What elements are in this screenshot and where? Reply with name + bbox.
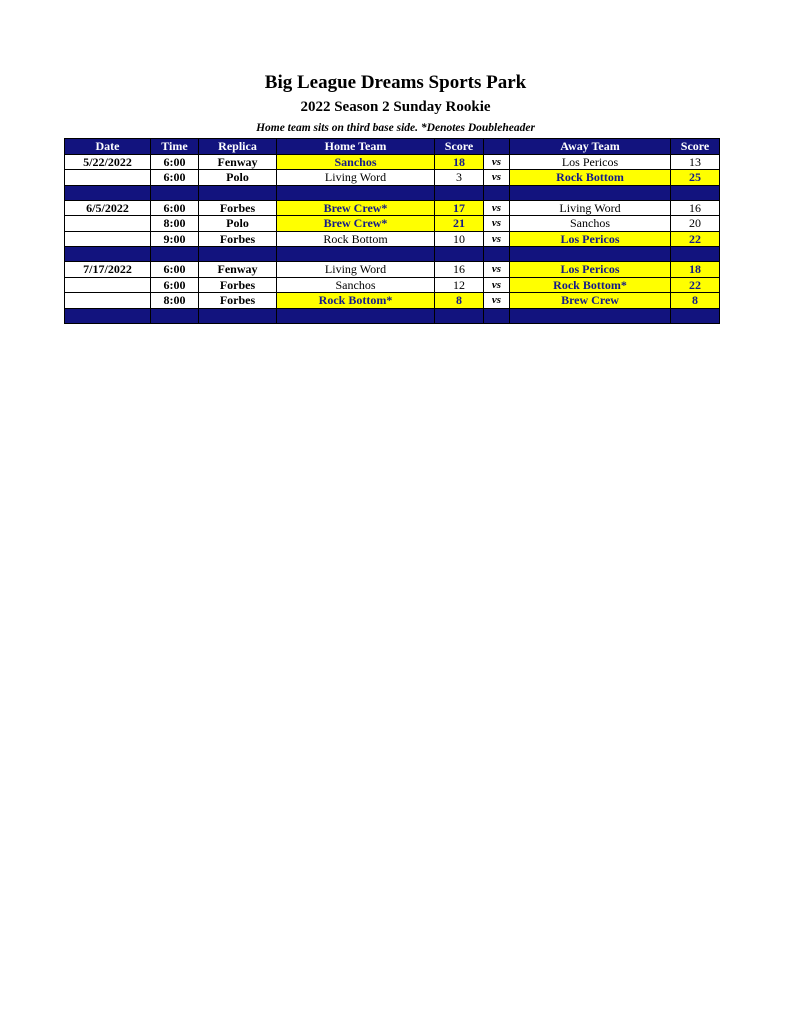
away-score: 8: [671, 293, 720, 309]
home-score: 8: [435, 293, 484, 309]
separator-cell: [510, 185, 671, 200]
table-header-row: [65, 139, 720, 155]
column-header-away-score: Score: [671, 139, 720, 155]
schedule-table: [64, 138, 720, 324]
vs-label: vs: [484, 170, 510, 186]
away-team: Sanchos: [510, 216, 671, 232]
table-row: [65, 154, 720, 170]
away-score: 13: [671, 154, 720, 170]
away-team: Los Pericos: [510, 262, 671, 278]
home-score: 17: [435, 200, 484, 216]
game-time: 8:00: [151, 293, 199, 309]
separator-cell: [151, 247, 199, 262]
separator-cell: [435, 247, 484, 262]
column-header-vs: [484, 139, 510, 155]
home-team: Rock Bottom*: [277, 293, 435, 309]
away-team: Living Word: [510, 200, 671, 216]
separator-cell: [484, 185, 510, 200]
page-title: Big League Dreams Sports Park: [264, 72, 527, 93]
separator-cell: [277, 308, 435, 323]
column-header-replica: Replica: [199, 139, 277, 155]
game-date: [65, 216, 151, 232]
away-score: 20: [671, 216, 720, 232]
vs-label: vs: [484, 262, 510, 278]
game-time: 6:00: [151, 200, 199, 216]
separator-cell: [510, 247, 671, 262]
separator-cell: [277, 247, 435, 262]
game-field: Polo: [199, 216, 277, 232]
away-score: 25: [671, 170, 720, 186]
home-score: 21: [435, 216, 484, 232]
away-team: Rock Bottom*: [510, 277, 671, 293]
game-date: 5/22/2022: [65, 154, 151, 170]
separator-cell: [151, 185, 199, 200]
separator-cell: [199, 185, 277, 200]
vs-label: vs: [484, 154, 510, 170]
separator-cell: [199, 247, 277, 262]
separator-cell: [65, 247, 151, 262]
table-row: [65, 200, 720, 216]
separator-cell: [435, 308, 484, 323]
game-field: Fenway: [199, 262, 277, 278]
vs-label: vs: [484, 277, 510, 293]
table-row: [65, 170, 720, 186]
game-date: [65, 293, 151, 309]
group-separator-row: [65, 308, 720, 323]
game-field: Forbes: [199, 293, 277, 309]
game-field: Forbes: [199, 200, 277, 216]
schedule-note: Home team sits on third base side. *Denotes Doubleheader: [256, 122, 535, 134]
separator-cell: [435, 185, 484, 200]
away-team: Los Pericos: [510, 154, 671, 170]
separator-cell: [484, 247, 510, 262]
game-time: 6:00: [151, 170, 199, 186]
column-header-away-team: Away Team: [510, 139, 671, 155]
game-time: 6:00: [151, 277, 199, 293]
game-time: 8:00: [151, 216, 199, 232]
game-date: [65, 170, 151, 186]
separator-cell: [199, 308, 277, 323]
away-score: 22: [671, 231, 720, 247]
separator-cell: [277, 185, 435, 200]
separator-cell: [671, 308, 720, 323]
separator-cell: [671, 185, 720, 200]
separator-cell: [484, 308, 510, 323]
away-team: Brew Crew: [510, 293, 671, 309]
game-date: 7/17/2022: [65, 262, 151, 278]
schedule-body: [65, 154, 720, 323]
group-separator-row: [65, 247, 720, 262]
separator-cell: [510, 308, 671, 323]
home-score: 10: [435, 231, 484, 247]
home-team: Sanchos: [277, 277, 435, 293]
home-score: 3: [435, 170, 484, 186]
separator-cell: [65, 185, 151, 200]
away-score: 18: [671, 262, 720, 278]
group-separator-row: [65, 185, 720, 200]
page-subtitle: 2022 Season 2 Sunday Rookie: [300, 99, 491, 115]
away-score: 16: [671, 200, 720, 216]
home-team: Living Word: [277, 262, 435, 278]
home-team: Brew Crew*: [277, 216, 435, 232]
home-team: Rock Bottom: [277, 231, 435, 247]
game-field: Fenway: [199, 154, 277, 170]
separator-cell: [65, 308, 151, 323]
home-score: 18: [435, 154, 484, 170]
away-score: 22: [671, 277, 720, 293]
home-team: Brew Crew*: [277, 200, 435, 216]
vs-label: vs: [484, 231, 510, 247]
separator-cell: [151, 308, 199, 323]
column-header-home-score: Score: [435, 139, 484, 155]
game-field: Forbes: [199, 231, 277, 247]
game-time: 6:00: [151, 154, 199, 170]
vs-label: vs: [484, 293, 510, 309]
table-row: [65, 216, 720, 232]
table-row: [65, 277, 720, 293]
game-time: 9:00: [151, 231, 199, 247]
home-team: Living Word: [277, 170, 435, 186]
column-header-home-team: Home Team: [277, 139, 435, 155]
column-header-date: Date: [65, 139, 151, 155]
away-team: Rock Bottom: [510, 170, 671, 186]
game-date: [65, 277, 151, 293]
game-field: Forbes: [199, 277, 277, 293]
home-score: 16: [435, 262, 484, 278]
column-header-time: Time: [151, 139, 199, 155]
table-row: [65, 262, 720, 278]
vs-label: vs: [484, 200, 510, 216]
separator-cell: [671, 247, 720, 262]
vs-label: vs: [484, 216, 510, 232]
game-time: 6:00: [151, 262, 199, 278]
game-date: [65, 231, 151, 247]
away-team: Los Pericos: [510, 231, 671, 247]
home-score: 12: [435, 277, 484, 293]
game-field: Polo: [199, 170, 277, 186]
table-row: [65, 293, 720, 309]
home-team: Sanchos: [277, 154, 435, 170]
table-row: [65, 231, 720, 247]
game-date: 6/5/2022: [65, 200, 151, 216]
